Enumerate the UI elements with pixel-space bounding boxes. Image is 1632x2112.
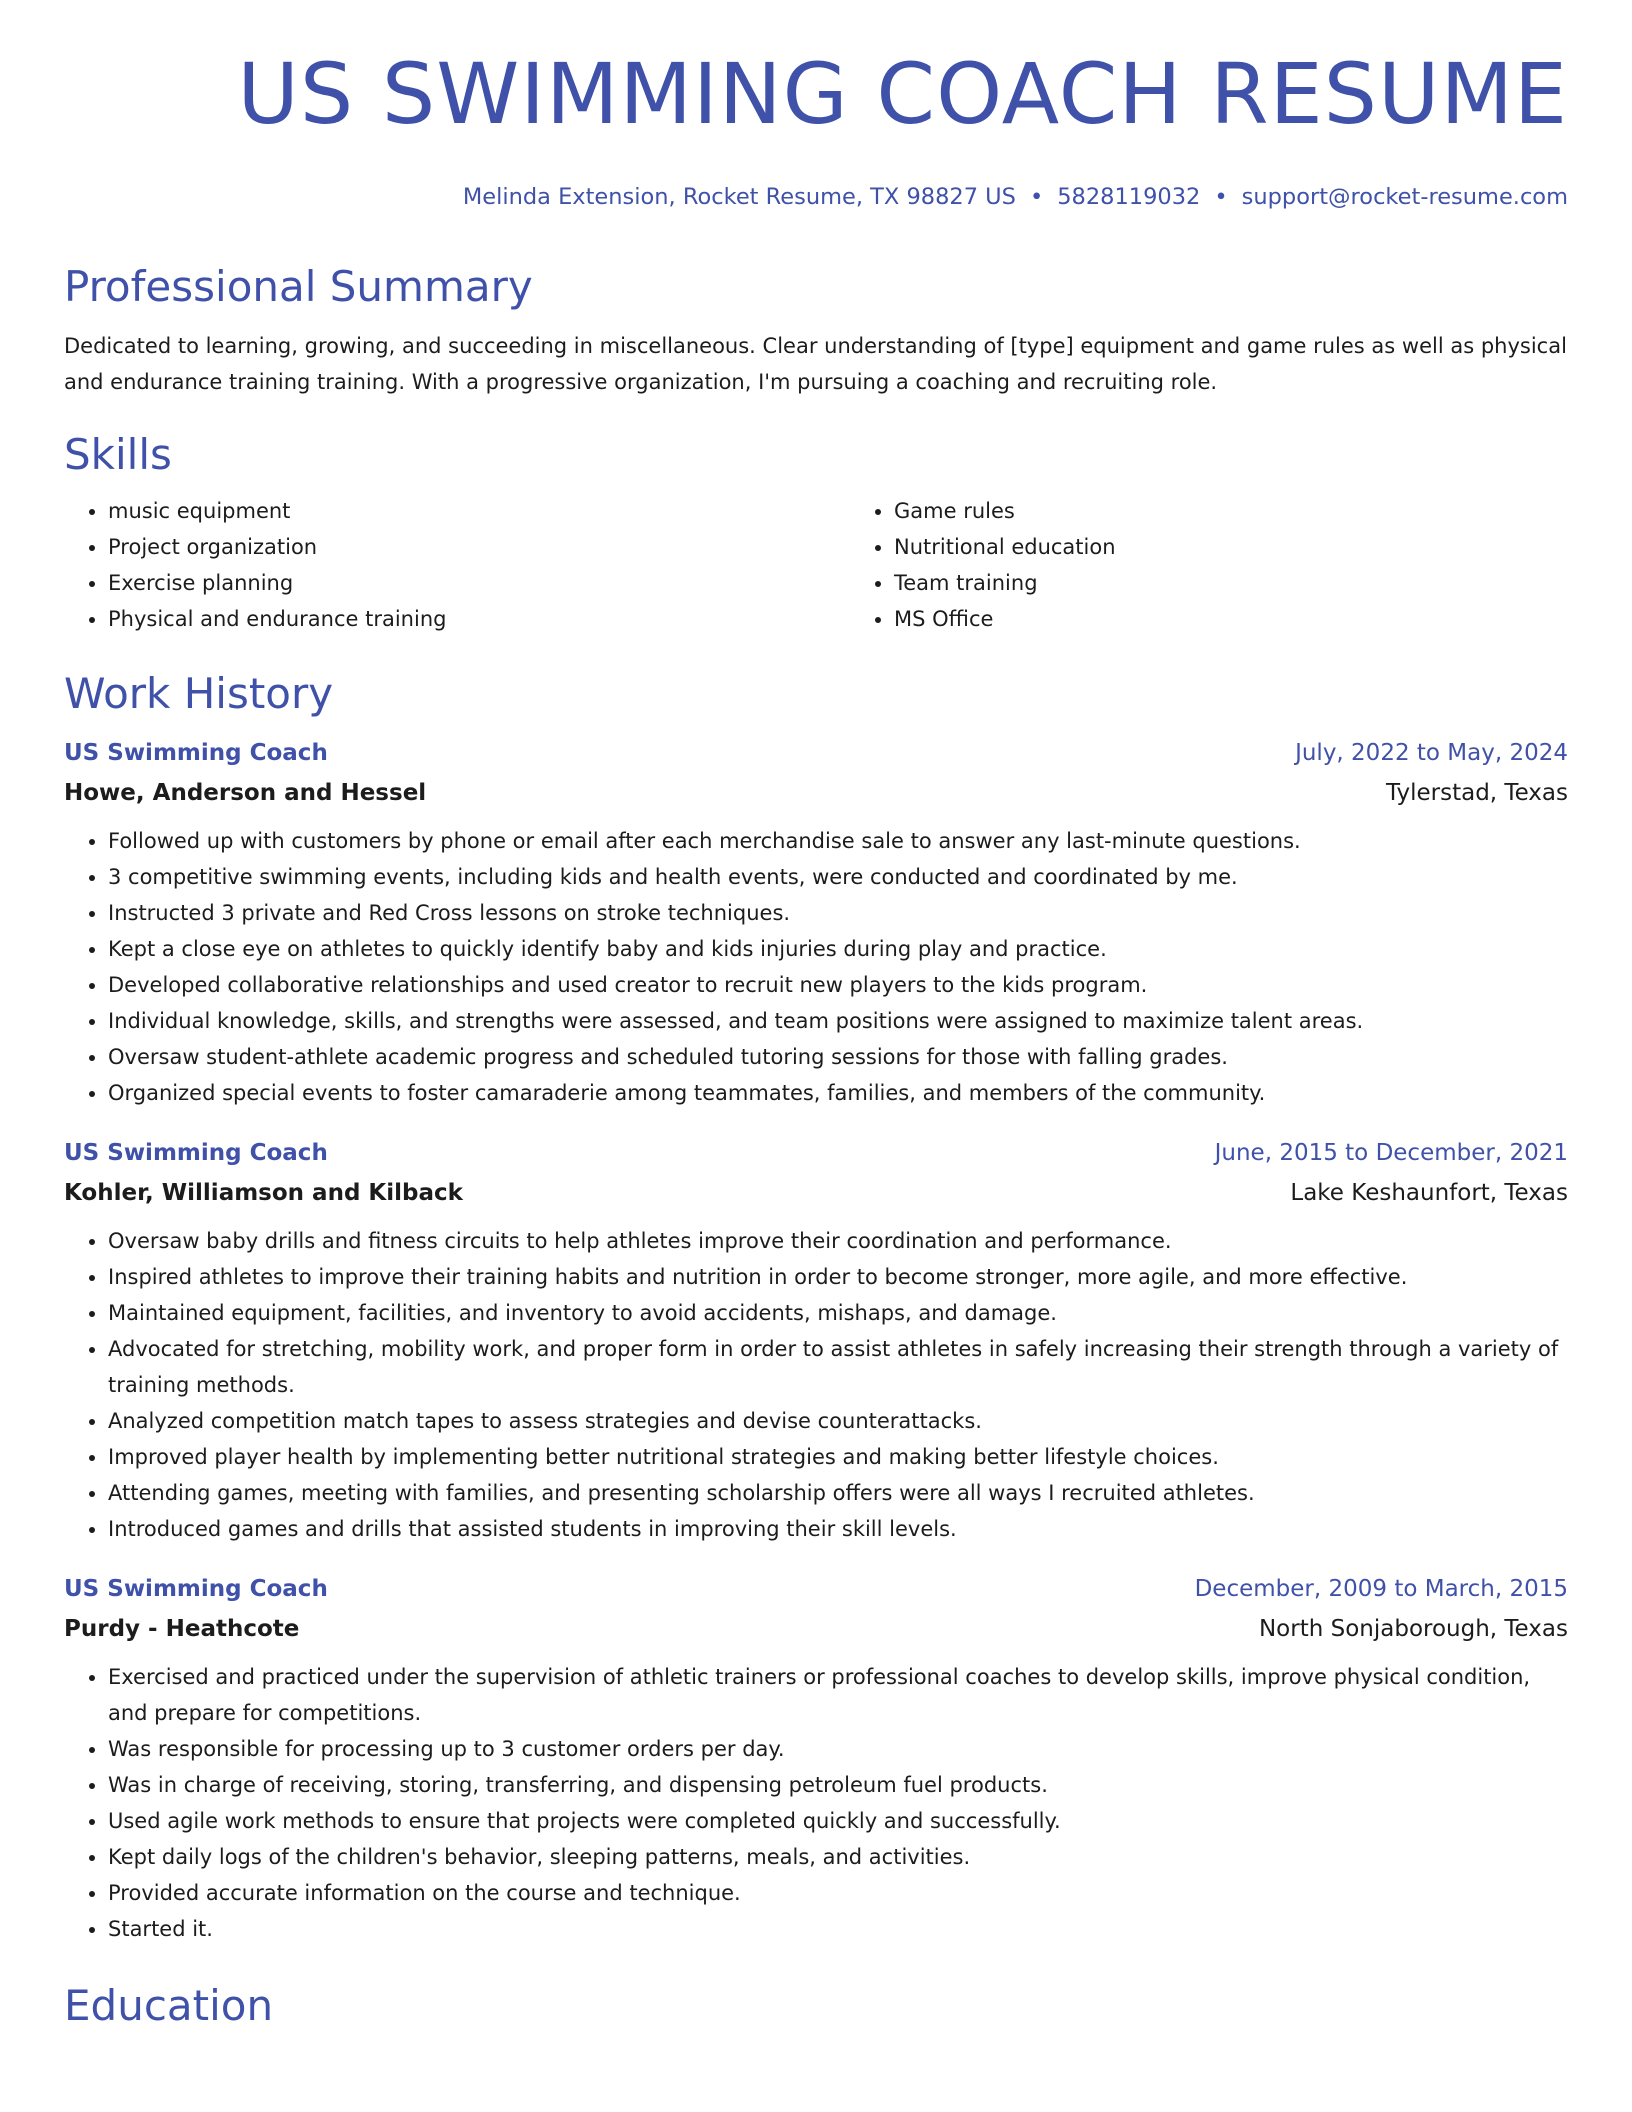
- skill-item: • Game rules: [894, 493, 1116, 529]
- job-company: Howe, Anderson and Hessel: [64, 780, 427, 807]
- summary-heading: Professional Summary: [64, 262, 533, 311]
- job-bullet: • Individual knowledge, skills, and strengths were assessed, and team positions were assigned to maximize talent areas.: [108, 1003, 1568, 1039]
- skill-item: • Team training: [894, 565, 1116, 601]
- skill-item: • Project organization: [108, 529, 850, 565]
- education-heading: Education: [64, 1981, 274, 2031]
- skills-left-list: [64, 493, 850, 637]
- job-location: North Sonjaborough, Texas: [1258, 1616, 1568, 1643]
- skill-item: • Nutritional education: [894, 529, 1116, 565]
- job-company-row: [64, 773, 1568, 813]
- work-section: [64, 669, 1568, 1947]
- skill-item: • Physical and endurance training: [108, 601, 850, 637]
- job-bullet: • Maintained equipment, facilities, and inventory to avoid accidents, mishaps, and damage.: [108, 1295, 1568, 1331]
- job-entry: [64, 1133, 1568, 1547]
- summary-text: Dedicated to learning, growing, and succeeding in miscellaneous. Clear understanding of [type] equipment and game rules as well as physical and endurance training training. With a progressive organization, I'm pursuing a coaching and recruiting role.: [64, 334, 1567, 395]
- job-bullet: • Kept daily logs of the children's behavior, sleeping patterns, meals, and activities.: [108, 1839, 1568, 1875]
- skills-heading: Skills: [64, 430, 172, 480]
- skill-item: • MS Office: [894, 601, 1116, 637]
- job-company: Kohler, Williamson and Kilback: [64, 1180, 463, 1207]
- education-section: [64, 1981, 1568, 2031]
- job-bullets: [64, 823, 1568, 1111]
- job-bullet: • Instructed 3 private and Red Cross lessons on stroke techniques.: [108, 895, 1568, 931]
- contact-separator: •: [1214, 184, 1228, 210]
- work-heading: Work History: [64, 668, 334, 718]
- job-bullets: [64, 1223, 1568, 1547]
- job-bullet: • Organized special events to foster camaraderie among teammates, families, and members of the community.: [108, 1075, 1568, 1111]
- job-bullet: • Was in charge of receiving, storing, transferring, and dispensing petroleum fuel products.: [108, 1767, 1568, 1803]
- contact-separator: •: [1029, 184, 1044, 210]
- job-bullet: • 3 competitive swimming events, including kids and health events, were conducted and coordinated by me.: [108, 859, 1568, 895]
- job-dates: July, 2022 to May, 2024: [1295, 740, 1568, 767]
- job-bullet: • Used agile work methods to ensure that projects were completed quickly and successfully.: [108, 1803, 1568, 1839]
- job-location: Lake Keshaunfort, Texas: [1290, 1180, 1568, 1207]
- job-bullet: • Kept a close eye on athletes to quickly identify baby and kids injuries during play and practice.: [108, 931, 1568, 967]
- skill-item: • music equipment: [108, 493, 850, 529]
- job-bullet: • Attending games, meeting with families, and presenting scholarship offers were all ways I recruited athletes.: [108, 1475, 1568, 1511]
- contact-line: [463, 184, 1568, 210]
- skill-item: • Exercise planning: [108, 565, 850, 601]
- job-bullet: • Oversaw student-athlete academic progress and scheduled tutoring sessions for those with falling grades.: [108, 1039, 1568, 1075]
- job-bullets: [64, 1659, 1568, 1947]
- job-dates: December, 2009 to March, 2015: [1194, 1576, 1568, 1603]
- contact-address: Melinda Extension, Rocket Resume, TX 98827 US: [462, 184, 1016, 210]
- contact-phone: 5828119032: [1057, 184, 1201, 210]
- contact-email[interactable]: support@rocket-resume.com: [1241, 184, 1568, 210]
- job-bullet: • Advocated for stretching, mobility work, and proper form in order to assist athletes in safely increasing their strength through a variety of training methods.: [108, 1331, 1568, 1403]
- skills-columns: [64, 493, 1568, 637]
- job-bullet: • Started it.: [108, 1911, 1568, 1947]
- job-entry: [64, 733, 1568, 1111]
- job-bullet: • Inspired athletes to improve their training habits and nutrition in order to become stronger, more agile, and more effective.: [108, 1259, 1568, 1295]
- job-bullet: • Improved player health by implementing better nutritional strategies and making better lifestyle choices.: [108, 1439, 1568, 1475]
- skills-right-list: [850, 493, 1116, 637]
- job-company-row: [64, 1173, 1568, 1213]
- job-title-row: [64, 1133, 1568, 1173]
- job-location: Tylerstad, Texas: [1386, 780, 1568, 807]
- job-bullet: • Introduced games and drills that assisted students in improving their skill levels.: [108, 1511, 1568, 1547]
- resume-title: US SWIMMING COACH RESUME: [237, 45, 1568, 143]
- job-title-row: [64, 733, 1568, 773]
- job-bullet: • Oversaw baby drills and fitness circuits to help athletes improve their coordination and performance.: [108, 1223, 1568, 1259]
- job-company-row: [64, 1609, 1568, 1649]
- job-title-row: [64, 1569, 1568, 1609]
- job-dates: June, 2015 to December, 2021: [1214, 1140, 1568, 1167]
- job-title: US Swimming Coach: [64, 740, 328, 767]
- job-entry: [64, 1569, 1568, 1947]
- job-title: US Swimming Coach: [64, 1576, 328, 1603]
- job-bullet: • Exercised and practiced under the supervision of athletic trainers or professional coaches to develop skills, improve physical condition, and prepare for competitions.: [108, 1659, 1568, 1731]
- resume-content: [64, 262, 1568, 2032]
- job-bullet: • Analyzed competition match tapes to assess strategies and devise counterattacks.: [108, 1403, 1568, 1439]
- job-bullet: • Provided accurate information on the course and technique.: [108, 1875, 1568, 1911]
- skills-section: [64, 430, 1568, 636]
- job-company: Purdy - Heathcote: [64, 1616, 300, 1643]
- job-bullet: • Developed collaborative relationships and used creator to recruit new players to the kids program.: [108, 967, 1568, 1003]
- summary-section: [64, 262, 1568, 400]
- job-title: US Swimming Coach: [64, 1140, 328, 1167]
- job-bullet: • Followed up with customers by phone or email after each merchandise sale to answer any last-minute questions.: [108, 823, 1568, 859]
- job-bullet: • Was responsible for processing up to 3 customer orders per day.: [108, 1731, 1568, 1767]
